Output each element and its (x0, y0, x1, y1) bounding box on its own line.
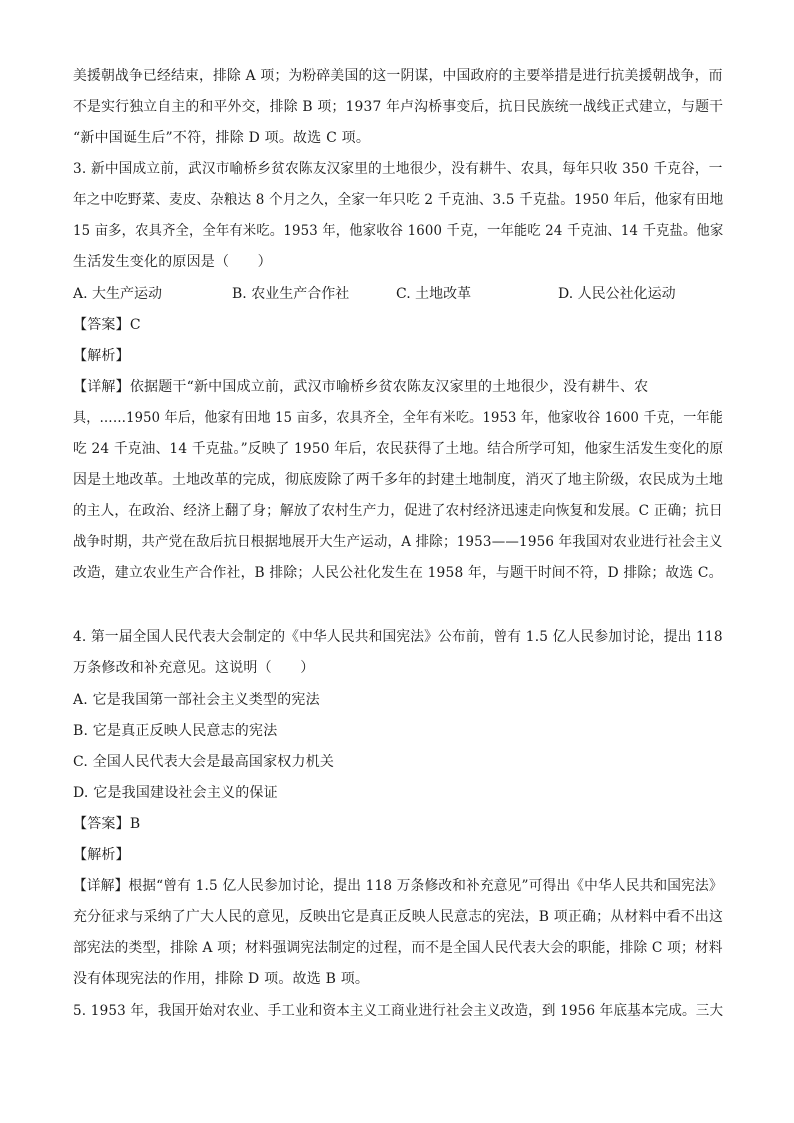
q4-option-d: D. 它是我国建设社会主义的保证 (73, 785, 278, 801)
q3-detail-line-2: 具，……1950 年后，他家有田地 15 亩多，农具齐全，全年有米吃。1953 年，他家收谷 1600 千克，一年能 (73, 410, 724, 426)
q3-option-a: A. 大生产运动 (73, 286, 163, 302)
q4-option-b: B. 它是真正反映人民意志的宪法 (73, 723, 278, 739)
q3-stem-line-4: 生活发生变化的原因是（ ） (73, 254, 272, 270)
q4-stem-line-2: 万条修改和补充意见。这说明（ ） (73, 660, 315, 676)
q3-detail-text-1: 依据题干“新中国成立前，武汉市喻桥乡贫农陈友汉家里的土地很少，没有耕牛、农 (129, 379, 649, 395)
q3-answer-value: C (129, 317, 141, 333)
q4-detail-line-2: 充分征求与采纳了广大人民的意见，反映出它是真正反映人民意志的宪法，B 项正确；从材料中看不出这 (73, 909, 724, 925)
q4-option-c: C. 全国人民代表大会是最高国家权力机关 (73, 754, 335, 770)
q3-stem-line-3: 15 亩多，农具齐全，全年有米吃。1953 年，他家收谷 1600 千克，一年能吃 24 千克油、14 千克盐。他家 (73, 223, 724, 239)
q3-detail-line-6: 战争时期，共产党在敌后抗日根据地展开大生产运动，A 排除；1953——1956 年我国对农业进行社会主义 (73, 534, 723, 550)
q3-detail-line-4: 因是土地改革。土地改革的完成，彻底废除了两千多年的封建土地制度，消灭了地主阶级，农民成为土地 (73, 472, 724, 488)
q3-analysis-heading: 【解析】 (73, 348, 130, 364)
q4-detail-line-3: 部宪法的类型，排除 A 项；材料强调宪法制定的过程，而不是全国人民代表大会的职能，排除 C 项；材料 (73, 940, 723, 956)
prev-answer-line-1: 美援朝战争已经结束，排除 A 项；为粉碎美国的这一阴谋，中国政府的主要举措是进行抗美援朝战争，而 (73, 68, 723, 84)
q4-stem-line-1: 4. 第一届全国人民代表大会制定的《中华人民共和国宪法》公布前，曾有 1.5 亿人民参加讨论，提出 118 (73, 629, 723, 645)
q3-detail-line-5: 的主人，在政治、经济上翻了身；解放了农村生产力，促进了农村经济迅速走向恢复和发展。C 正确；抗日 (73, 503, 723, 519)
q4-option-a: A. 它是我国第一部社会主义类型的宪法 (73, 692, 320, 708)
q3-option-c: C. 土地改革 (396, 286, 472, 302)
prev-answer-line-3: “新中国诞生后”不符，排除 D 项。故选 C 项。 (73, 130, 371, 146)
q3-stem-line-2: 年之中吃野菜、麦皮、杂粮达 8 个月之久，全家一年只吃 2 千克油、3.5 千克盐。1950 年后，他家有田地 (73, 192, 724, 208)
q4-answer: 【答案】B (73, 816, 141, 832)
q3-answer: 【答案】C (73, 317, 141, 333)
q3-stem-line-1: 3. 新中国成立前，武汉市喻桥乡贫农陈友汉家里的土地很少，没有耕牛、农具，每年只收 350 千克谷，一 (73, 161, 723, 177)
answer-label: 答案 (87, 317, 116, 333)
q3-option-b: B. 农业生产合作社 (232, 286, 350, 302)
detail-tag: 详解 (87, 379, 116, 395)
q4-analysis-heading: 【解析】 (73, 847, 130, 863)
q4-detail-text-1: 根据“曾有 1.5 亿人民参加讨论，提出 118 万条修改和补充意见”可得出《中华人民共和国宪法》 (128, 878, 723, 894)
q3-detail-line-7: 改造，建立农业生产合作社，B 排除；人民公社化发生在 1958 年，与题干时间不符，D 排除；故选 C。 (73, 565, 723, 581)
q4-detail-line-4: 没有体现宪法的作用，排除 D 项。故选 B 项。 (73, 971, 370, 987)
q5-stem-line-1: 5. 1953 年，我国开始对农业、手工业和资本主义工商业进行社会主义改造，到 1956 年底基本完成。三大 (73, 1003, 724, 1019)
answer-label: 答案 (87, 816, 116, 832)
q3-detail-line-3: 吃 24 千克油、14 千克盐。”反映了 1950 年后，农民获得了土地。结合所学可知，他家生活发生变化的原 (73, 441, 724, 457)
q4-answer-value: B (129, 816, 141, 832)
q3-detail-line-1: 【详解】依据题干“新中国成立前，武汉市喻桥乡贫农陈友汉家里的土地很少，没有耕牛、农 (73, 379, 649, 395)
prev-answer-line-2: 不是实行独立自主的和平外交，排除 B 项；1937 年卢沟桥事变后，抗日民族统一战线正式建立，与题干 (73, 99, 724, 115)
analysis-label: 解析 (87, 348, 116, 364)
detail-tag: 详解 (86, 878, 115, 894)
q3-option-d: D. 人民公社化运动 (558, 286, 676, 302)
analysis-label: 解析 (87, 847, 116, 863)
q4-detail-line-1: 【详解】根据“曾有 1.5 亿人民参加讨论，提出 118 万条修改和补充意见”可得出《中华人民共和国宪法》 (73, 878, 723, 894)
